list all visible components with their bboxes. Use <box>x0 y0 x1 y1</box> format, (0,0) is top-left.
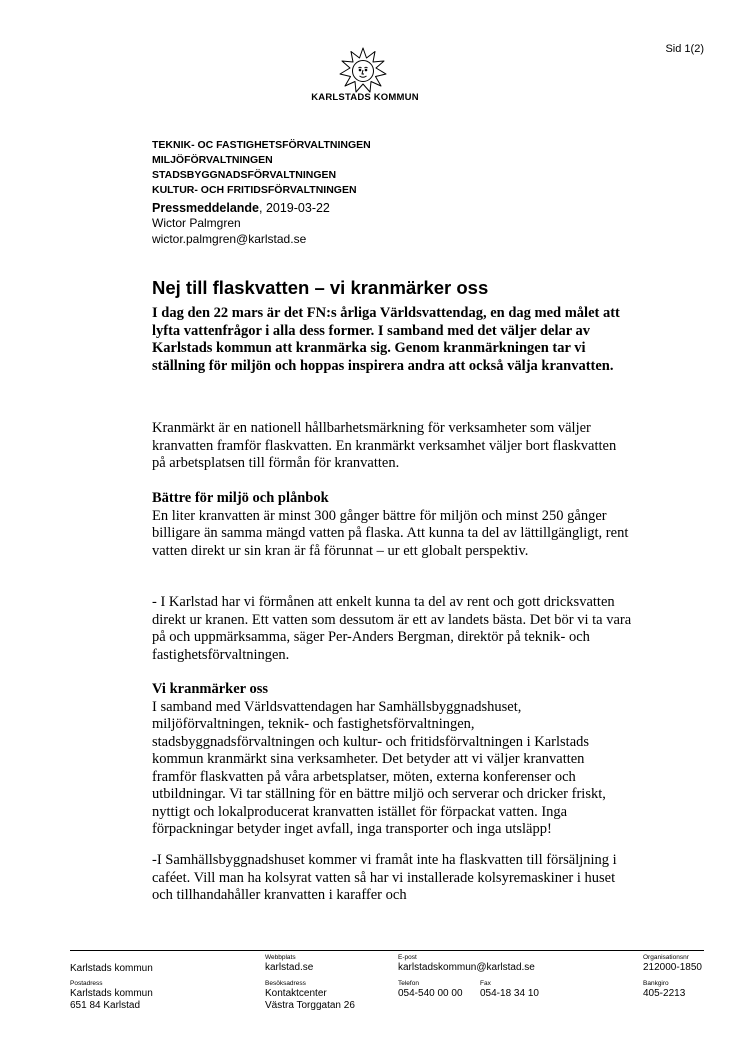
subheading: Bättre för miljö och plånbok <box>152 490 329 506</box>
paragraph: En liter kranvatten är minst 300 gånger bättre för miljön och minst 250 gånger billigare än samma mängd vatten på flaska. Att kunna ta del av lättillgängligt, rent vatten direkt ur sin kran är få förunnat – ur ett globalt perspektiv. <box>152 507 629 559</box>
author-email: wictor.palmgren@karlstad.se <box>152 232 307 246</box>
press-release-label: Pressmeddelande <box>152 201 259 215</box>
footer-bankgiro-value: 405-2213 <box>643 988 686 999</box>
footer-divider <box>70 950 704 951</box>
sun-face-icon <box>338 46 388 96</box>
footer-org-value: Karlstads kommun <box>70 963 153 974</box>
department-item: TEKNIK- OC FASTIGHETSFÖRVALTNINGEN <box>152 139 371 151</box>
footer-email-value: karlstadskommun@karlstad.se <box>398 962 535 973</box>
footer-fax-label: Fax <box>480 980 491 987</box>
quote-block-2 <box>152 852 632 905</box>
section-kranmarker <box>152 681 632 839</box>
footer-web-label: Webbplats <box>265 954 296 961</box>
footer-postal-line2: 651 84 Karlstad <box>70 1000 141 1011</box>
headline: Nej till flaskvatten – vi kranmärker oss <box>152 277 489 298</box>
paragraph: I samband med Världsvattendagen har Samhällsbyggnadshuset, miljöförvaltningen, teknik- och fastighetsförvaltningen, stadsbyggnadsförvaltningen och kultur- och fritidsförvaltningen i Karlstads kommun kranmärkt sina verksamheter. Det betyder att vi väljer kranvatten framför flaskvatten på våra arbetsplatser, möten, externa konferenser och utbildningar. Vi tar ställning för en bättre miljö och serverar och dricker friskt, nyttigt och lokalproducerat kranvatten istället för förpackat vatten. Inga förpackningar betyder inget avfall, inga transporter och inga utsläpp! <box>152 698 606 837</box>
lead-paragraph: I dag den 22 mars är det FN:s årliga Världsvattendag, en dag med målet att lyfta vattenfrågor i alla dess former. I samband med det väljer delar av Karlstads kommun att kranmärka sig. Genom kranmärkningen tar vi ställning för miljön och hoppas inspirera andra att också välja kranvatten. <box>152 305 620 374</box>
page-number: Sid 1(2) <box>665 43 704 55</box>
subheading: Vi kranmärker oss <box>152 681 268 697</box>
author-name: Wictor Palmgren <box>152 216 241 230</box>
section-environment <box>152 490 632 560</box>
footer-postal-line1: Karlstads kommun <box>70 988 153 999</box>
press-release-date: , 2019-03-22 <box>259 201 330 215</box>
footer-email-label: E-post <box>398 954 417 961</box>
paragraph: Kranmärkt är en nationell hållbarhetsmärkning för verksamheter som väljer kranvatten framför flaskvatten. En kranmärkt verksamhet väljer bort flaskvatten på arbetsplatsen till förmån för kranvatten. <box>152 420 617 471</box>
footer-visit-line1: Kontaktcenter <box>265 988 327 999</box>
department-item: MILJÖFÖRVALTNINGEN <box>152 154 273 166</box>
department-item: STADSBYGGNADSFÖRVALTNINGEN <box>152 169 337 181</box>
footer-orgnr-label: Organisationsnr <box>643 954 689 961</box>
footer-bankgiro-label: Bankgiro <box>643 980 669 987</box>
footer-postal-label: Postadress <box>70 980 103 987</box>
paragraph: - I Karlstad har vi förmånen att enkelt kunna ta del av rent och gott dricksvatten direkt ur kranen. Ett vatten som dessutom är ett av landets bästa. Det bör vi ta vara på och uppmärksamma, säger Per-Anders Bergman, direktör på teknik- och fastighetsförvaltningen. <box>152 594 632 663</box>
paragraph-intro <box>152 420 632 473</box>
footer-orgnr-value: 212000-1850 <box>643 962 702 973</box>
footer-visit-label: Besöksadress <box>265 980 306 987</box>
quote-block-1 <box>152 594 632 664</box>
footer-visit-line2: Västra Torggatan 26 <box>265 1000 355 1011</box>
footer-web-value: karlstad.se <box>265 962 314 973</box>
department-item: KULTUR- OCH FRITIDSFÖRVALTNINGEN <box>152 184 357 196</box>
paragraph: -I Samhällsbyggnadshuset kommer vi framåt inte ha flaskvatten till försäljning i caféet. Vill man ha kolsyrat vatten så har vi installerade kolsyremaskiner i huset och tillhandahåller kranvatten i karaffer och <box>152 852 617 903</box>
press-release-line <box>152 200 330 216</box>
org-name: KARLSTADS KOMMUN <box>311 92 419 103</box>
footer-fax-value: 054-18 34 10 <box>480 988 539 999</box>
footer-phone-value: 054-540 00 00 <box>398 988 463 999</box>
footer-phone-label: Telefon <box>398 980 419 987</box>
department-list <box>152 138 371 198</box>
